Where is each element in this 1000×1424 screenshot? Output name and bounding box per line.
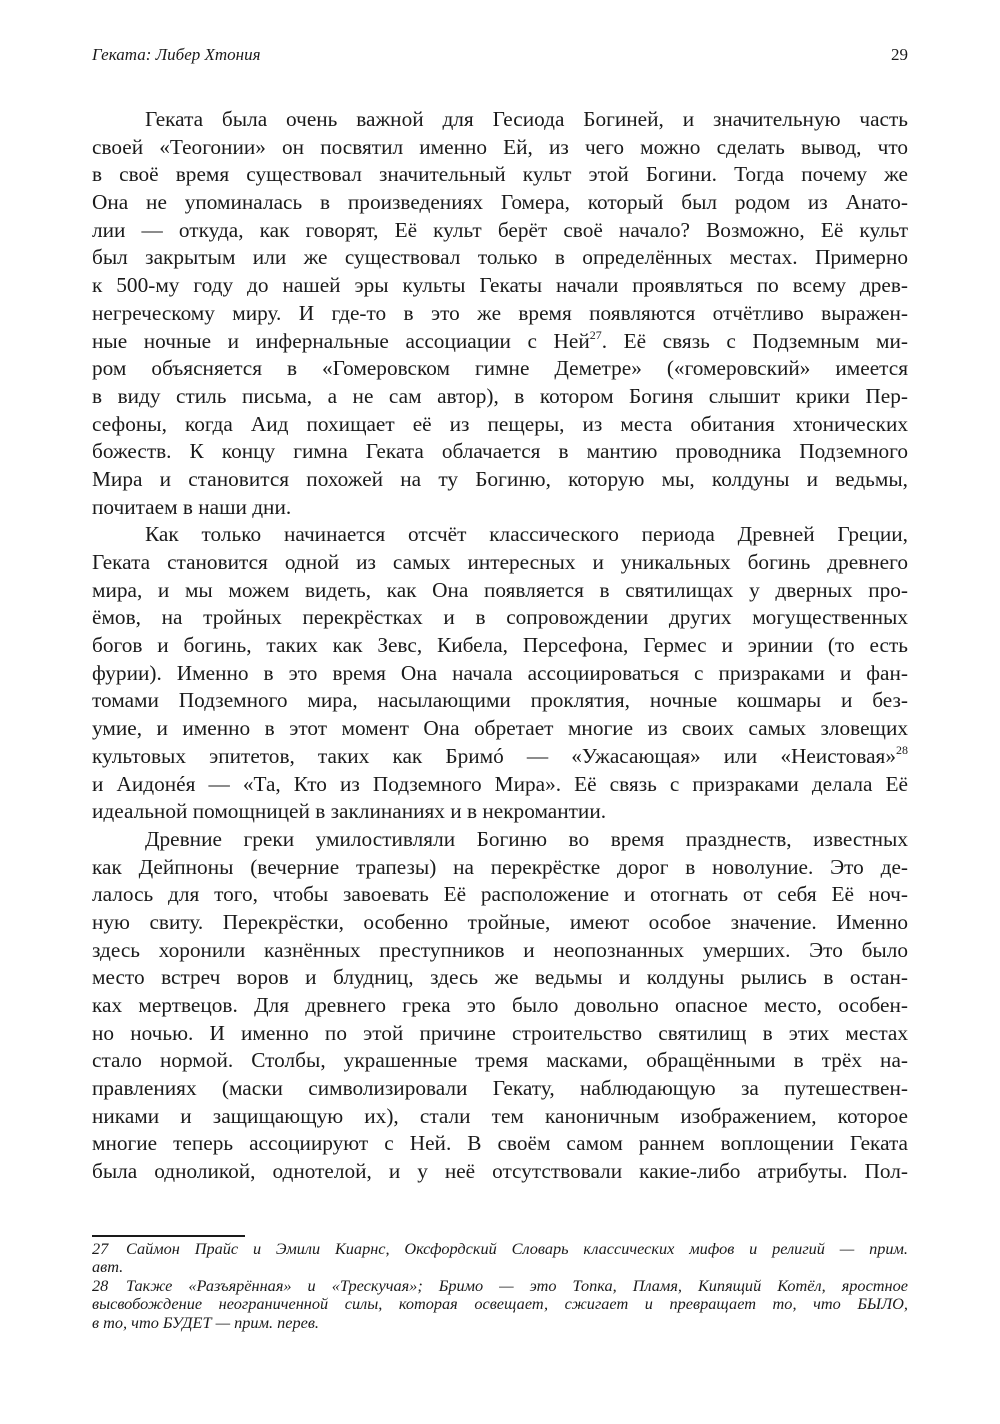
text-segment: почитаем в наши дни. — [92, 494, 292, 519]
text-line — [92, 106, 908, 134]
text-segment: ные ночные и инфернальные ассоциации с Ней — [92, 328, 590, 353]
text-line — [92, 189, 908, 217]
text-line — [92, 937, 908, 965]
footnote-separator — [92, 1235, 245, 1237]
text-line — [92, 438, 908, 466]
footnote-text: высвобождение неограниченной силы, которая освещает, сжигает и превращает то, что БЫЛО, — [92, 1294, 908, 1314]
text-line — [92, 411, 908, 439]
paragraph — [92, 521, 908, 826]
text-line — [92, 687, 908, 715]
text-segment: умие, и именно в этот момент Она обретает многие из своих самых зловещих — [92, 716, 908, 741]
text-line — [92, 328, 908, 356]
text-line — [92, 217, 908, 245]
text-segment: Геката была очень важной для Гесиода Богиней, и значительную часть — [145, 107, 908, 131]
footnote-line — [92, 1295, 908, 1313]
text-segment: правлениях (маски символизировали Гекату, наблюдающую за путешествен- — [92, 1076, 908, 1101]
text-segment: многие теперь ассоциируют с Ней. В своём самом раннем воплощении Геката — [92, 1131, 908, 1156]
text-segment: и Аидонéя — «Та, Кто из Подземного Мира». Её связь с призраками делала Её — [92, 771, 908, 796]
text-segment: негреческому миру. И где-то в это же время появляются отчётливо выражен- — [92, 300, 908, 325]
text-segment: Мира и становится похожей на ту Богиню, которую мы, колдуны и ведьмы, — [92, 466, 908, 491]
text-line — [92, 1047, 908, 1075]
text-segment: культовых эпитетов, таких как Бримó — «Ужасающая» или «Неистовая» — [92, 743, 896, 768]
footnote-number: 27 — [92, 1239, 109, 1258]
text-segment: Она не упоминалась в произведениях Гомера, который был родом из Анато- — [92, 190, 908, 215]
text-segment: здесь хоронили казнённых преступников и неопознанных умерших. Это было — [92, 937, 908, 962]
text-line — [92, 355, 908, 383]
text-segment: но ночью. И именно по этой причине строительство святилищ в этих местах — [92, 1020, 908, 1045]
text-line — [92, 383, 908, 411]
footnotes — [92, 1240, 908, 1332]
text-segment: мира, и мы можем видеть, как Она появляется в святилищах у дверных про- — [92, 577, 908, 602]
text-segment: богов и богинь, таких как Зевс, Кибела, Персефона, Гермес и эринии (то есть — [92, 633, 908, 658]
text-line — [92, 798, 908, 826]
text-line — [92, 577, 908, 605]
text-segment: Древние греки умилостивляли Богиню во время празднеств, известных — [145, 826, 908, 851]
text-segment: ную свиту. Перекрёстки, особенно тройные, имеют особое значение. Именно — [92, 909, 908, 934]
text-line — [92, 660, 908, 688]
text-segment: лии — откуда, как говорят, Её культ берёт своё начало? Возможно, Её культ — [92, 217, 908, 242]
text-line — [92, 771, 908, 799]
text-line — [92, 715, 908, 743]
text-line — [92, 743, 908, 771]
text-segment: Геката становится одной из самых интересных и уникальных богинь древнего — [92, 550, 908, 574]
text-segment: стало нормой. Столбы, украшенные тремя масками, обращёнными в трёх на- — [92, 1048, 908, 1073]
text-segment: сефоны, когда Аид похищает её из пещеры, из места обитания хтонических — [92, 411, 908, 436]
text-line — [92, 909, 908, 937]
text-line — [92, 964, 908, 992]
text-line — [92, 1075, 908, 1103]
text-segment: к 500-му году до нашей эры культы Гекаты начали проявляться по всему древ- — [92, 273, 908, 298]
footnote-text: в то, что БУДЕТ — прим. перев. — [92, 1312, 319, 1332]
text-line — [92, 244, 908, 272]
text-line — [92, 1130, 908, 1158]
footnote-line — [92, 1240, 908, 1258]
footnote-number: 28 — [92, 1275, 109, 1295]
text-line — [92, 494, 908, 522]
text-segment: ках мертвецов. Для древнего грека это было довольно опасное место, особен- — [92, 993, 908, 1017]
text-line — [92, 854, 908, 882]
text-segment: Как только начинается отсчёт классического периода Древней Греции, — [145, 522, 908, 547]
paragraph — [92, 826, 908, 1186]
body-text — [92, 106, 908, 1186]
text-segment: . Её связь с Подземным ми- — [601, 328, 908, 353]
text-line — [92, 881, 908, 909]
footnote-reference: 27 — [589, 327, 602, 342]
text-line — [92, 826, 908, 854]
footnote — [92, 1240, 908, 1277]
text-line — [92, 992, 908, 1020]
text-segment: идеальной помощницей в заклинаниях и в некромантии. — [92, 799, 607, 824]
text-line — [92, 1158, 908, 1186]
text-line — [92, 161, 908, 189]
footnote-text: Также «Разъярённая» и «Трескучая»; Бримо — это Топка, Пламя, Кипящий Котёл, яростное — [126, 1275, 908, 1295]
page-number: 29 — [891, 45, 908, 64]
footnote-line — [92, 1258, 908, 1276]
text-line — [92, 632, 908, 660]
text-segment: была одноликой, однотелой, и у неё отсутствовали какие-либо атрибуты. Пол- — [92, 1159, 908, 1184]
text-segment: ром объясняется в «Гомеровском гимне Деметре» («гомеровский» имеется — [92, 356, 908, 381]
running-header — [92, 45, 908, 65]
text-segment: был закрытым или же существовал только в определённых местах. Примерно — [92, 245, 908, 270]
text-line — [92, 549, 908, 577]
text-line — [92, 1020, 908, 1048]
text-segment: в виду стиль письма, а не сам автор), в котором Богиня слышит крики Пер- — [92, 383, 908, 408]
footnote — [92, 1277, 908, 1332]
text-line — [92, 521, 908, 549]
text-line — [92, 1103, 908, 1131]
paragraph — [92, 106, 908, 521]
text-line — [92, 272, 908, 300]
footnote-line — [92, 1314, 908, 1332]
text-segment: ёмов, на тройных перекрёстках и в сопровождении других могущественных — [92, 605, 908, 630]
text-segment: фурии). Именно в это время Она начала ассоциироваться с призраками и фан- — [92, 660, 908, 685]
text-segment: лалось для того, чтобы завоевать Её расположение и отогнать от себя Её ноч- — [92, 882, 908, 907]
footnote-line — [92, 1277, 908, 1295]
text-line — [92, 300, 908, 328]
footnote-reference: 28 — [896, 742, 908, 757]
text-segment: томами Подземного мира, насылающими проклятия, ночные кошмары и без- — [92, 688, 908, 713]
text-segment: никами и защищающую их), стали тем каноничным изображением, которое — [92, 1103, 908, 1128]
text-line — [92, 466, 908, 494]
book-title: Геката: Либер Хтония — [92, 45, 261, 64]
text-line — [92, 604, 908, 632]
text-segment: как Дейпноны (вечерние трапезы) на перекрёстке дорог в новолуние. Это де- — [92, 854, 908, 879]
text-segment: божеств. К концу гимна Геката облачается в мантию проводника Подземного — [92, 439, 908, 464]
text-segment: в своё время существовал значительный культ этой Богини. Тогда почему же — [92, 162, 908, 187]
text-segment: своей «Теогонии» он посвятил именно Ей, из чего можно сделать вывод, что — [92, 134, 908, 159]
text-line — [92, 134, 908, 162]
text-segment: место встреч воров и блудниц, здесь же ведьмы и колдуны рылись в остан- — [92, 965, 908, 990]
footnote-text: авт. — [92, 1257, 124, 1277]
footnote-text: Саймон Прайс и Эмили Киарнс, Оксфордский Словарь классических мифов и религий — прим. — [126, 1239, 908, 1258]
